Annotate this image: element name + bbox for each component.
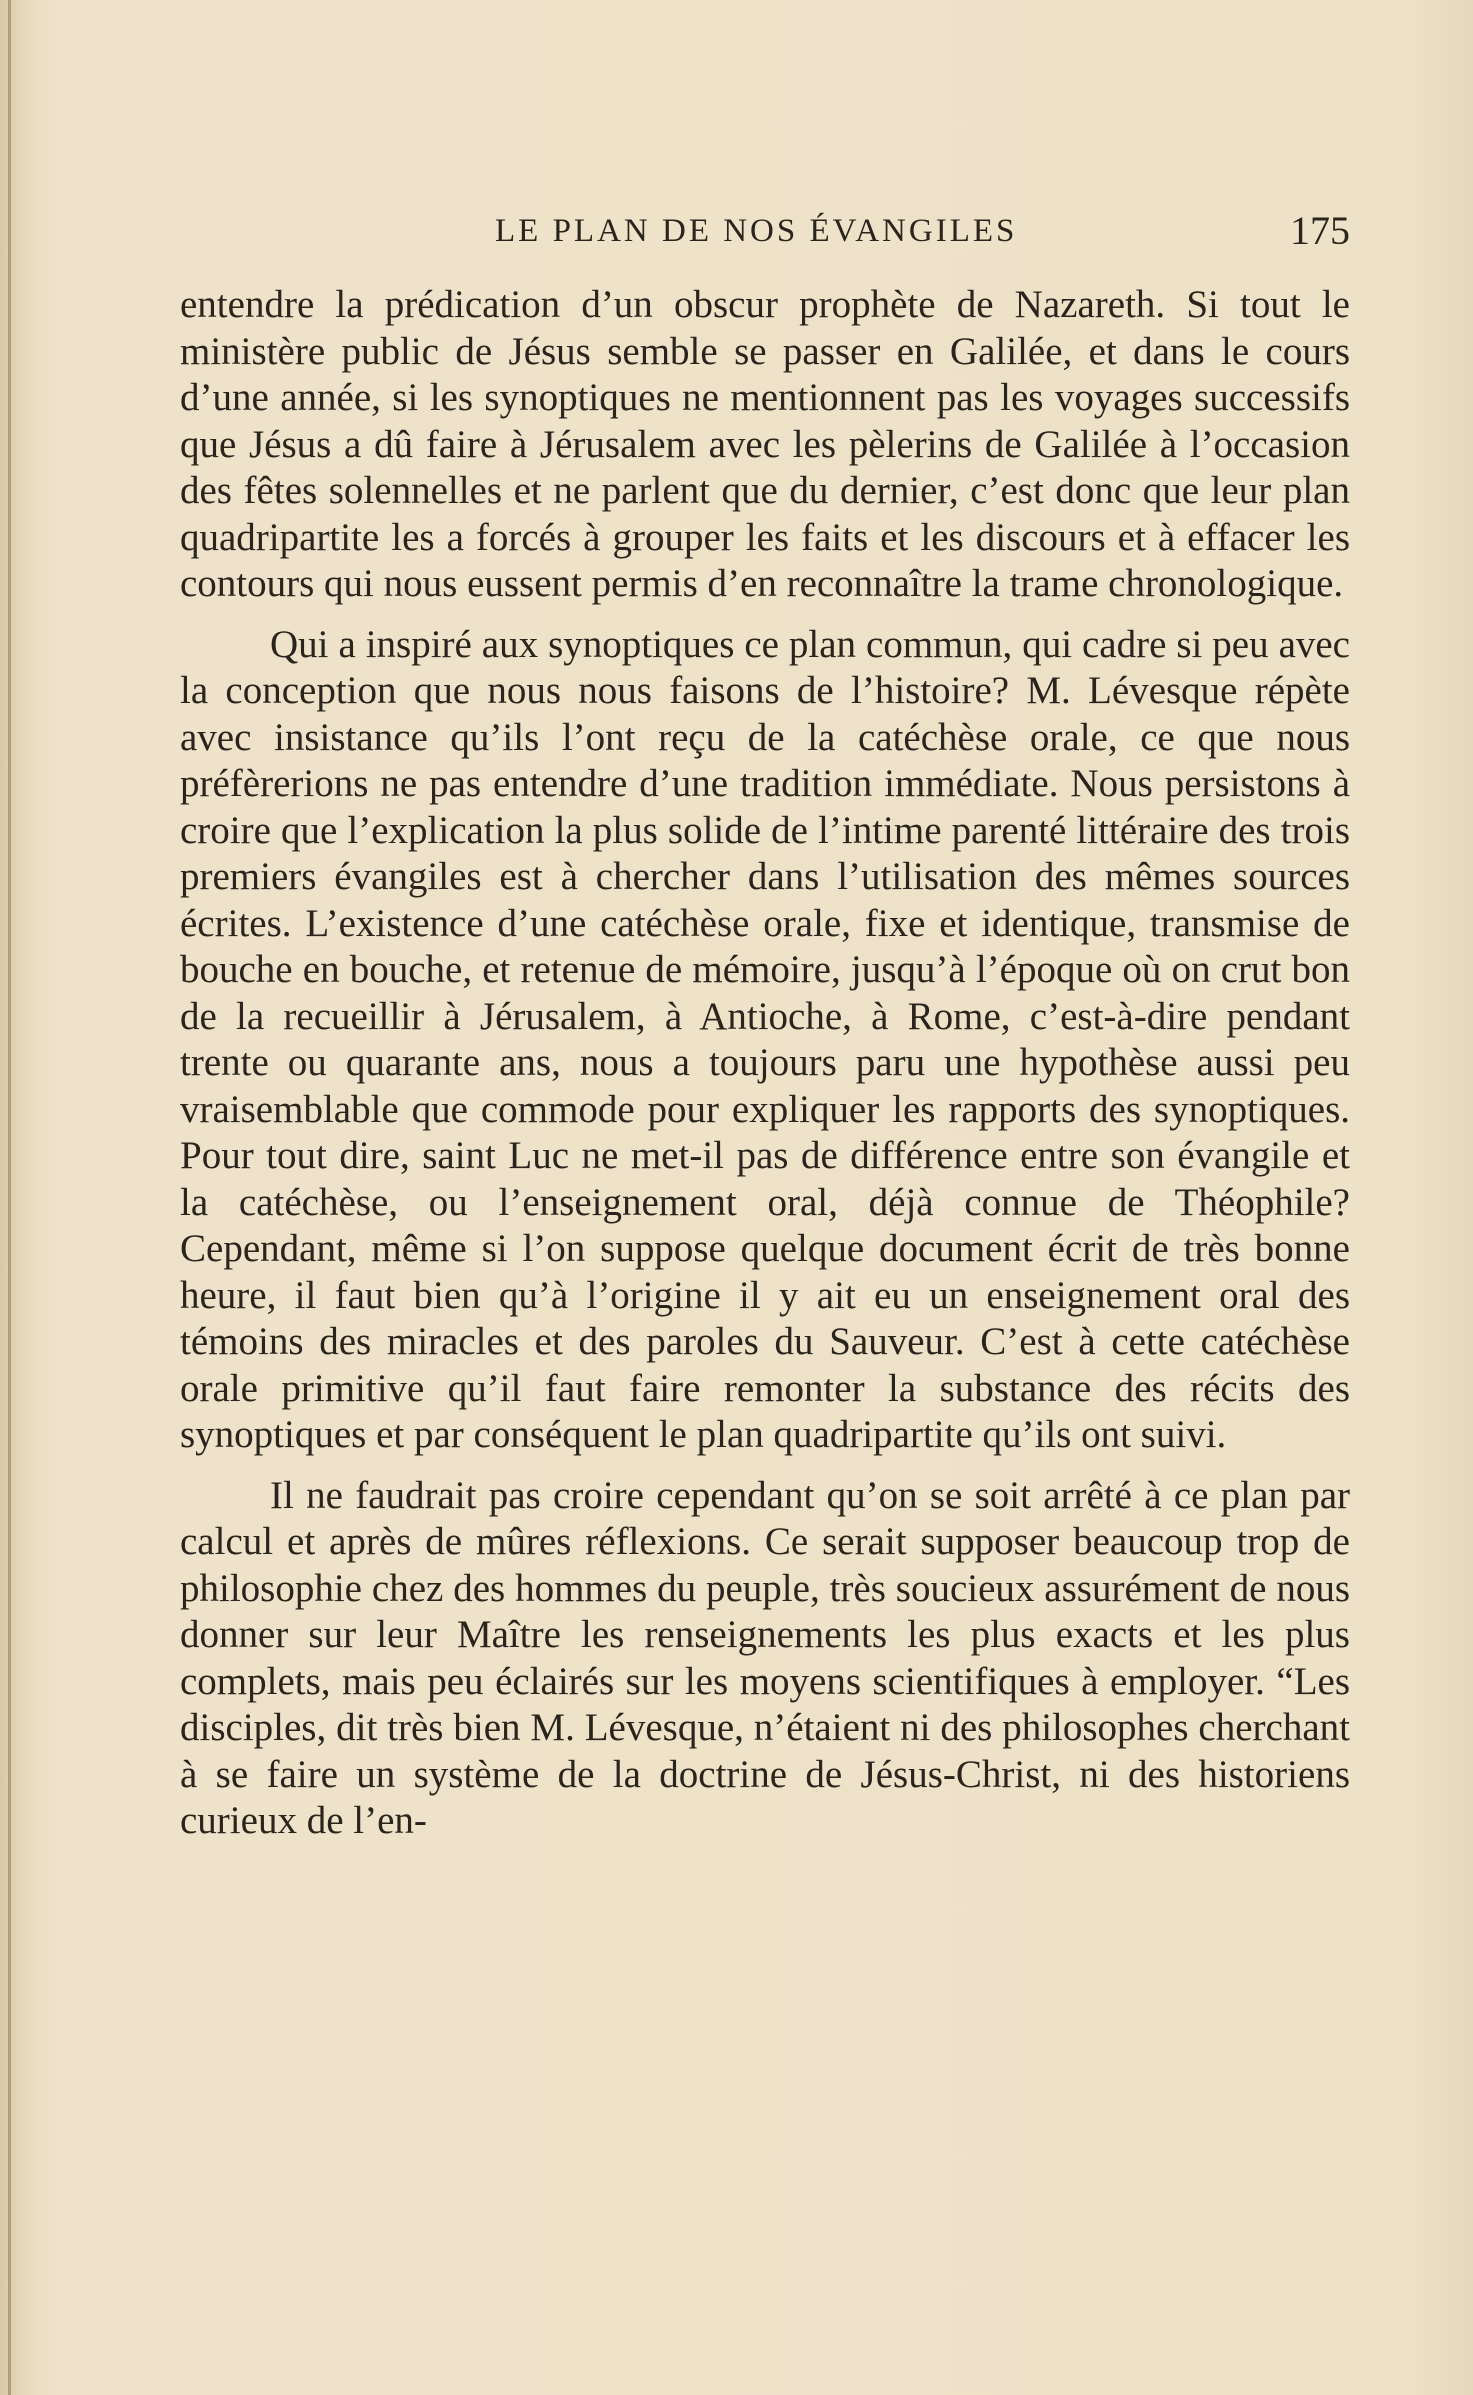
page-header [180, 205, 1350, 265]
running-title: LE PLAN DE NOS ÉVANGILES [495, 213, 1018, 249]
page-number: 175 [1290, 208, 1350, 253]
paragraph-synoptic-plan: Qui a inspiré aux synoptiques ce plan commun, qui cadre si peu avec la conception que nous nous faisons de l’histoire? M. Lévesque répète avec insistance qu’ils l’ont reçu de la catéchèse orale, ce que nous préfèrerions ne pas entendre d’une tradition immédiate. Nous persistons à croire que l’explication la plus solide de l’intime parenté littéraire des trois premiers évangiles est à chercher dans l’utilisation des mêmes sources écrites. L’existence d’une catéchèse orale, fixe et identique, transmise de bouche en bouche, et retenue de mémoire, jusqu’à l’époque où on crut bon de la recueillir à Jérusalem, à Antioche, à Rome, c’est-à-dire pendant trente ou quarante ans, nous a toujours paru une hypothèse aussi peu vraisemblable que commode pour expliquer les rapports des synoptiques. Pour tout dire, saint Luc ne met-il pas de différence entre son évangile et la catéchèse, ou l’enseignement oral, déjà connue de Théophile? Cependant, même si l’on suppose quelque document écrit de très bonne heure, il faut bien qu’à l’origine il y ait eu un enseignement oral des témoins des miracles et des paroles du Sauveur. C’est à cette catéchèse orale primitive qu’il faut faire remonter la substance des récits des synoptiques et par conséquent le plan quadripartite qu’ils ont suivi. [180, 622, 1350, 1456]
paragraph-continued: entendre la prédication d’un obscur prophète de Nazareth. Si tout le ministère public de Jésus semble se passer en Galilée, et dans le cours d’une année, si les synoptiques ne mentionnent pas les voyages successifs que Jésus a dû faire à Jérusalem avec les pèlerins de Galilée à l’occasion des fêtes solennelles et ne parlent que du dernier, c’est donc que leur plan quadripartite les a forcés à grouper les faits et les discours et à effacer les contours qui nous eussent permis d’en reconnaître la trame chronologique. [180, 283, 1350, 605]
paragraph-disciples: Il ne faudrait pas croire cependant qu’on se soit arrêté à ce plan par calcul et après de mûres réflexions. Ce serait supposer beaucoup trop de philosophie chez des hommes du peuple, très soucieux assurément de nous donner sur leur Maître les renseignements les plus exacts et les plus complets, mais peu éclairés sur les moyens scientifiques à employer. “Les disciples, dit très bien M. Lévesque, n’étaient ni des philosophes cherchant à se faire un système de la doctrine de Jésus-Christ, ni des historiens curieux de l’en- [180, 1473, 1350, 1842]
body-text [180, 282, 1350, 1845]
page-binding-edge [8, 0, 11, 2395]
